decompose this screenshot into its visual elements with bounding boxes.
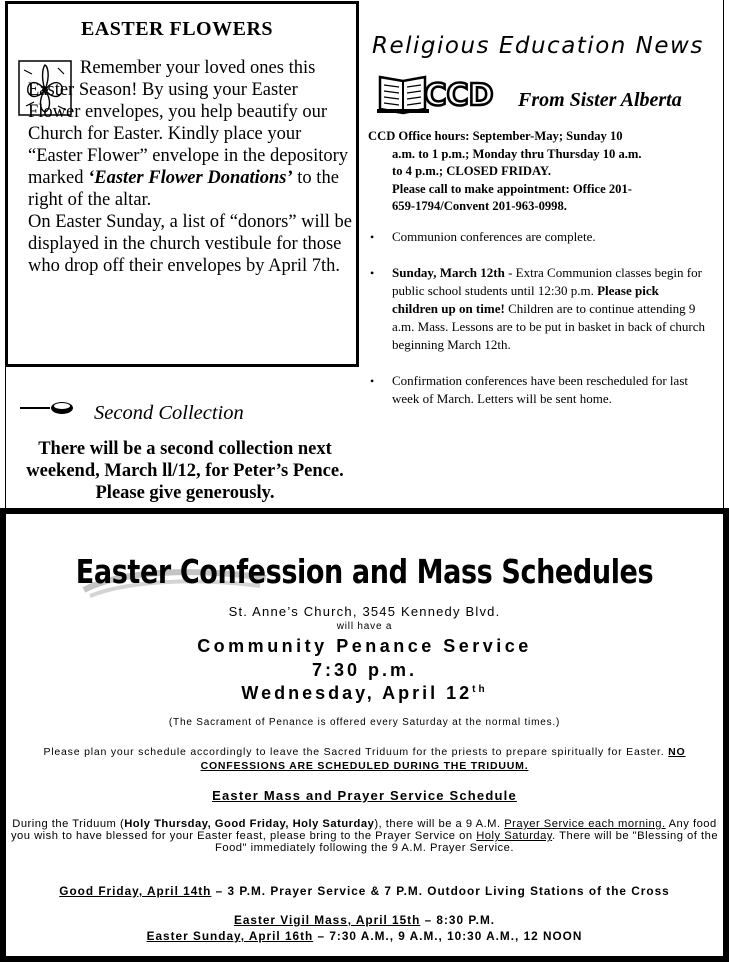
office-hours-line: Please call to make appointment: Office 201- [392, 181, 632, 196]
office-hours-line: CCD Office hours: September-May; Sunday 10 [368, 129, 623, 143]
easter-flowers-text [28, 57, 354, 277]
from-sister-alberta: From Sister Alberta [518, 89, 682, 111]
easter-sunday-schedule [10, 929, 719, 943]
left-border [5, 367, 6, 508]
bullet-text: Communion conferences are complete. [392, 229, 596, 244]
prayer-service-note: Prayer Service each morning. [504, 818, 666, 830]
collection-basket-icon [18, 398, 74, 418]
triduum-text: . There will be "Blessing of the Food" immediately following the 9 A.M. Prayer Service. [215, 830, 719, 854]
triduum-text: During the Triduum ( [12, 818, 125, 830]
second-collection-title: Second Collection [94, 402, 244, 424]
list-item [368, 264, 708, 354]
mass-schedule-subheading: Easter Mass and Prayer Service Schedule [212, 788, 517, 803]
easter-sunday-donors-paragraph: On Easter Sunday, a list of “donors” will be displayed in the church vestibule for those who drop off their envelopes by April 7th. [28, 212, 353, 276]
triduum-plan-note [10, 745, 719, 773]
religious-education-title: Religious Education News [372, 33, 704, 59]
triduum-text: ), there will be a 9 A.M. [374, 818, 505, 830]
easter-vigil-schedule [10, 913, 719, 927]
triduum-days: Holy Thursday, Good Friday, Holy Saturday [124, 818, 375, 830]
religious-education-bullets [368, 228, 708, 426]
office-hours-line: to 4 p.m.; CLOSED FRIDAY. [392, 164, 551, 178]
bullet-text: - Extra Communion classes begin for public school students until 12:30 p.m. [392, 265, 702, 298]
penance-date-text: Wednesday, April 12 [241, 683, 473, 703]
easter-flowers-title: EASTER FLOWERS [80, 18, 274, 40]
easter-sunday-text: – 7:30 A.M., 9 A.M., 10:30 A.M., 12 NOON [313, 929, 583, 943]
list-item [368, 372, 708, 408]
no-confessions-notice: NO CONFESSIONS ARE SCHEDULED DURING THE TRIDUUM. [200, 746, 686, 772]
good-friday-text: – 3 P.M. Prayer Service & 7 P.M. Outdoor Living Stations of the Cross [211, 884, 670, 898]
easter-sunday-label: Easter Sunday, April 16th [146, 929, 314, 943]
bullet-text: Children are to continue attending 9 a.m. Mass. Lessons are to be put in basket in back of church beginning March 12th. [392, 301, 706, 352]
triduum-text: Any food you wish to have blessed for your Easter feast, please bring to the Prayer Service on [10, 818, 717, 842]
bullet-date: Sunday, March 12th [392, 265, 505, 280]
sacrament-note: (The Sacrament of Penance is offered every Saturday at the normal times.) [168, 717, 561, 728]
ccd-book-logo-icon [377, 71, 495, 115]
good-friday-label: Good Friday, April 14th [59, 884, 212, 898]
easter-vigil-text: – 8:30 P.M. [420, 913, 496, 927]
easter-flowers-paragraph-end: to the right of the altar. [28, 168, 339, 210]
penance-service-time: 7:30 p.m. [311, 660, 418, 680]
bullet-emphasis: Please pick children up on time! [392, 283, 659, 316]
bullet-text: Confirmation conferences have been rescheduled for last week of March. Letters will be sent home. [392, 373, 688, 406]
office-hours-line: 659-1794/Convent 201-963-0998. [392, 199, 567, 213]
depository-label: ‘Easter Flower Donations’ [88, 168, 293, 188]
will-have-text: will have a [336, 621, 393, 632]
second-collection-text: There will be a second collection next weekend, March ll/12, for Peter’s Pence. Please give generously. [26, 439, 344, 503]
ccd-logo-text: CCD [424, 78, 494, 113]
schedule-title: Easter Confession and Mass Schedules [75, 552, 654, 591]
penance-service-title: Community Penance Service [197, 636, 532, 656]
easter-flowers-paragraph: Remember your loved ones this Easter Season! By using your Easter Flower envelopes, you help beautify our Church for Easter. Kindly place your “Easter Flower” envelope in the depository marked [28, 58, 349, 188]
holy-saturday-note: Holy Saturday [476, 830, 553, 842]
good-friday-schedule [10, 885, 719, 897]
plan-text: Please plan your schedule accordingly to leave the Sacred Triduum for the priests to prepare spiritually for Easter. [43, 746, 669, 758]
office-hours-line: a.m. to 1 p.m.; Monday thru Thursday 10 a.m. [392, 146, 642, 161]
easter-vigil-label: Easter Vigil Mass, April 15th [233, 913, 421, 927]
triduum-paragraph [10, 818, 719, 854]
penance-service-date [10, 683, 719, 704]
church-address: St. Anne’s Church, 3545 Kennedy Blvd. [228, 604, 501, 619]
penance-date-suffix: th [472, 684, 488, 695]
list-item [368, 228, 708, 246]
ccd-office-hours [368, 128, 718, 216]
column-divider [723, 0, 724, 508]
